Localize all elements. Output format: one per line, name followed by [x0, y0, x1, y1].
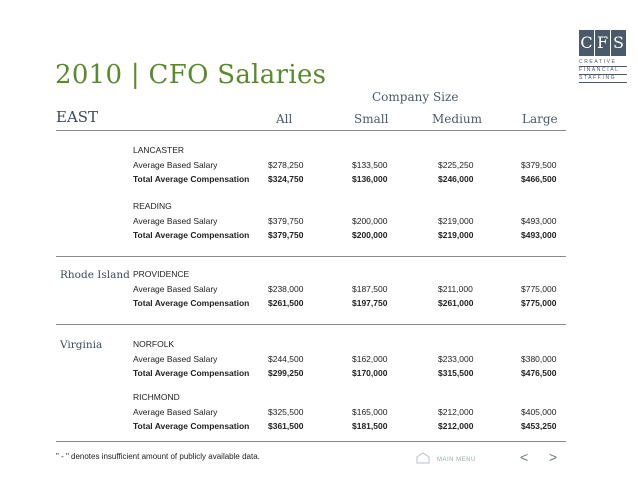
row-label: Average Based Salary: [133, 407, 218, 417]
logo-line: CREATIVE: [579, 59, 627, 67]
table-cell: $466,500: [521, 174, 557, 184]
column-header-small: Small: [354, 112, 389, 126]
logo-mark: [579, 30, 627, 56]
table-cell: $181,500: [352, 421, 388, 431]
table-cell: $162,000: [352, 354, 388, 364]
table-row: [133, 368, 563, 380]
table-cell: $219,000: [438, 230, 474, 240]
table-cell: $211,000: [438, 284, 473, 294]
table-cell: $246,000: [438, 174, 474, 184]
city-label: READING: [133, 201, 172, 211]
table-row: [133, 160, 563, 172]
row-label: Average Based Salary: [133, 160, 218, 170]
home-icon[interactable]: [416, 452, 430, 464]
main-menu-link[interactable]: MAIN MENU: [437, 457, 476, 463]
row-label: Total Average Compensation: [133, 368, 250, 378]
table-cell: $380,000: [521, 354, 557, 364]
table-row: [133, 354, 563, 366]
table-cell: $187,500: [352, 284, 388, 294]
table-row: [133, 174, 563, 186]
table-row: [133, 298, 563, 310]
table-cell: $379,750: [268, 216, 304, 226]
divider: [56, 130, 566, 131]
row-label: Total Average Compensation: [133, 230, 250, 240]
row-label: Average Based Salary: [133, 354, 218, 364]
table-cell: $261,500: [268, 298, 304, 308]
company-size-label: Company Size: [372, 90, 459, 104]
table-cell: $200,000: [352, 216, 388, 226]
region-header: EAST: [56, 108, 99, 126]
divider: [56, 441, 566, 442]
logo-letter: S: [611, 30, 626, 56]
region-label: Rhode Island: [60, 269, 130, 281]
page-title: 2010 | CFO Salaries: [55, 60, 327, 90]
city-label: LANCASTER: [133, 145, 185, 155]
table-cell: $775,000: [521, 284, 557, 294]
city-label: PROVIDENCE: [133, 269, 190, 279]
table-cell: $200,000: [352, 230, 388, 240]
next-button[interactable]: >: [549, 449, 558, 465]
table-cell: $379,500: [521, 160, 557, 170]
table-cell: $225,250: [438, 160, 474, 170]
table-row: [133, 407, 563, 419]
table-cell: $212,000: [438, 407, 474, 417]
column-header-all: All: [276, 112, 293, 126]
table-cell: $405,000: [521, 407, 557, 417]
divider: [56, 256, 566, 257]
table-cell: $315,500: [438, 368, 474, 378]
table-row: [133, 284, 563, 296]
table-row: [133, 421, 563, 433]
table-cell: $165,000: [352, 407, 388, 417]
row-label: Total Average Compensation: [133, 174, 250, 184]
table-row: [133, 216, 563, 228]
table-cell: $278,250: [268, 160, 304, 170]
table-cell: $493,000: [521, 216, 557, 226]
table-cell: $244,500: [268, 354, 304, 364]
table-cell: $453,250: [521, 421, 557, 431]
row-label: Total Average Compensation: [133, 421, 250, 431]
footnote: " - " denotes insufficient amount of publicly available data.: [56, 452, 260, 461]
table-cell: $476,500: [521, 368, 557, 378]
column-header-large: Large: [522, 112, 558, 126]
table-cell: $325,500: [268, 407, 304, 417]
row-label: Average Based Salary: [133, 284, 218, 294]
city-label: NORFOLK: [133, 339, 175, 349]
table-cell: $361,500: [268, 421, 304, 431]
table-cell: $238,000: [268, 284, 304, 294]
logo-line: STAFFING: [579, 75, 627, 83]
table-cell: $219,000: [438, 216, 474, 226]
table-cell: $493,000: [521, 230, 557, 240]
logo-tagline: [579, 59, 627, 83]
table-cell: $197,750: [352, 298, 388, 308]
logo-letter: F: [595, 30, 610, 56]
table-cell: $233,000: [438, 354, 474, 364]
table-cell: $261,000: [438, 298, 474, 308]
column-header-medium: Medium: [432, 112, 483, 126]
table-cell: $299,250: [268, 368, 304, 378]
region-label: Virginia: [60, 339, 103, 351]
logo-letter: C: [579, 30, 594, 56]
logo-line: FINANCIAL: [579, 67, 627, 75]
company-logo: [579, 30, 627, 84]
prev-button[interactable]: <: [520, 449, 529, 465]
table-cell: $212,000: [438, 421, 474, 431]
row-label: Average Based Salary: [133, 216, 218, 226]
table-row: [133, 230, 563, 242]
table-cell: $136,000: [352, 174, 388, 184]
divider: [56, 324, 566, 325]
table-cell: $379,750: [268, 230, 304, 240]
row-label: Total Average Compensation: [133, 298, 250, 308]
table-cell: $133,500: [352, 160, 388, 170]
table-cell: $775,000: [521, 298, 557, 308]
table-cell: $324,750: [268, 174, 304, 184]
city-label: RICHMOND: [133, 392, 180, 402]
table-cell: $170,000: [352, 368, 388, 378]
